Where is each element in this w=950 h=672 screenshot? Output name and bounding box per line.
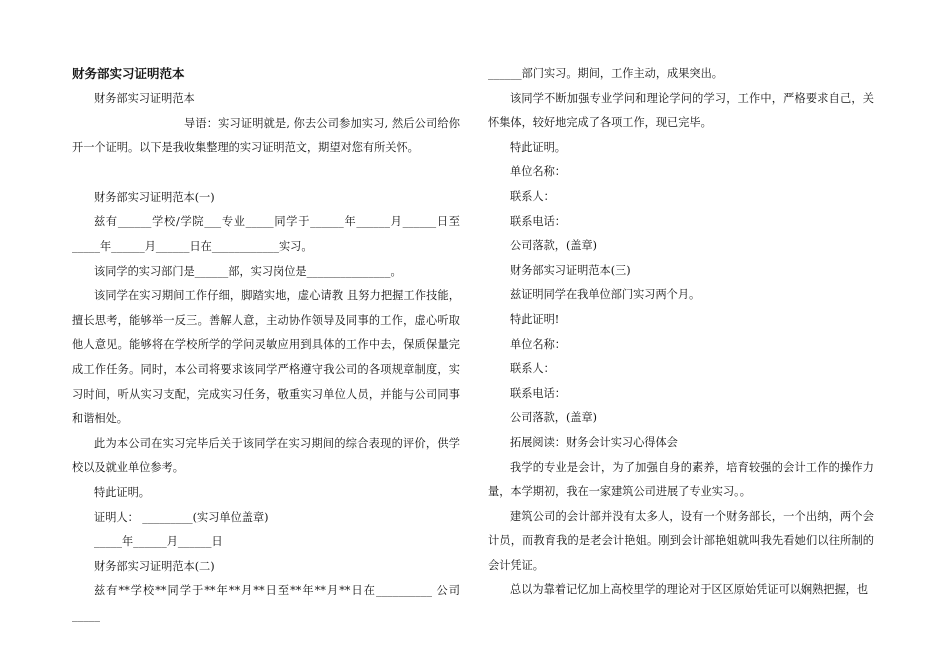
document-title: 财务部实习证明范本 [72,66,185,81]
paragraph: 该同学在实习期间工作仔细，脚踏实地，虚心请教 且努力把握工作技能，擅长思考，能够举一反三。善解人意，主动协作领导及同事的工作，虚心听取他人意见。能够将在学校所学的学问灵敏应用到具体的工作中去，保质保量完成工作任务。同时，本公司将要求该同学严格遵守我公司的各项规章制度，实习时间，听从实习支配，完成实习任务，敬重实习单位人员，并能与公司同事和谐相处。 [72,289,460,426]
section-heading-extended: 拓展阅读：财务会计实习心得体会 [510,435,678,449]
paragraph: ______部门实习。期间，工作主动，成果突出。 [488,67,723,80]
field-label: 联系人： [510,189,555,203]
paragraph: 兹有**学校**同学于**年**月**日至**年**月**日在__________ 公司_____ [72,584,460,622]
paragraph: 该同学不断加强专业学问和理论学问的学习，工作中，严格要求自己，关怀集体，较好地完成了各项工作，现已完毕。 [488,91,874,130]
paragraph: 总以为靠着记忆加上高校里学的理论对于区区原始凭证可以娴熟把握，也 [510,583,869,597]
field-label: 公司落款，(盖章) [510,239,598,253]
paragraph: 我学的专业是会计，为了加强自身的素养，培育较强的会计工作的操作力量，本学期初，我在一家建筑公司进展了专业实习。。 [488,460,874,499]
paragraph: 此为本公司在实习完毕后关于该同学在实习期间的综合表现的评价，供学校以及就业单位参考。 [72,436,460,475]
right-column [488,0,874,603]
paragraph: 特此证明。 [510,140,566,154]
paragraph: 特此证明! [510,312,560,326]
paragraph: 兹有______学校/学院___专业_____同学于______年______月______日至_____年______月______日在____________实习。 [72,215,460,253]
left-column [72,0,460,628]
field-label: 单位名称： [510,337,566,351]
paragraph: 特此证明。 [94,485,150,499]
paragraph: 该同学的实习部门是______部，实习岗位是_______________。 [94,264,402,278]
field-label: 公司落款，(盖章) [510,411,598,425]
paragraph: _____年______月______日 [94,535,223,549]
paragraph: 证明人： _________(实习单位盖章) [94,510,269,524]
spacer [72,161,460,186]
section-heading-3: 财务部实习证明范本(三) [510,263,631,277]
section-heading-2: 财务部实习证明范本(二) [94,559,215,573]
field-label: 联系人： [510,362,555,376]
paragraph: 兹证明同学在我单位部门实习两个月。 [510,288,701,302]
field-label: 联系电话： [510,386,566,400]
field-label: 联系电话： [510,214,566,228]
section-heading-1: 财务部实习证明范本(一) [94,190,215,204]
subtitle: 财务部实习证明范本 [94,92,195,105]
paragraph: 建筑公司的会计部并没有太多人，设有一个财务部长，一个出纳，两个会计员，而教育我的是老会计艳姐。刚到会计部艳姐就叫我先看她们以往所制的会计凭证。 [488,509,874,572]
intro-paragraph: 导语：实习证明就是, 你去公司参加实习, 然后公司给你开一个证明。以下是我收集整理的实习证明范文，期望对您有所关怀。 [72,116,460,155]
field-label: 单位名称： [510,165,566,179]
